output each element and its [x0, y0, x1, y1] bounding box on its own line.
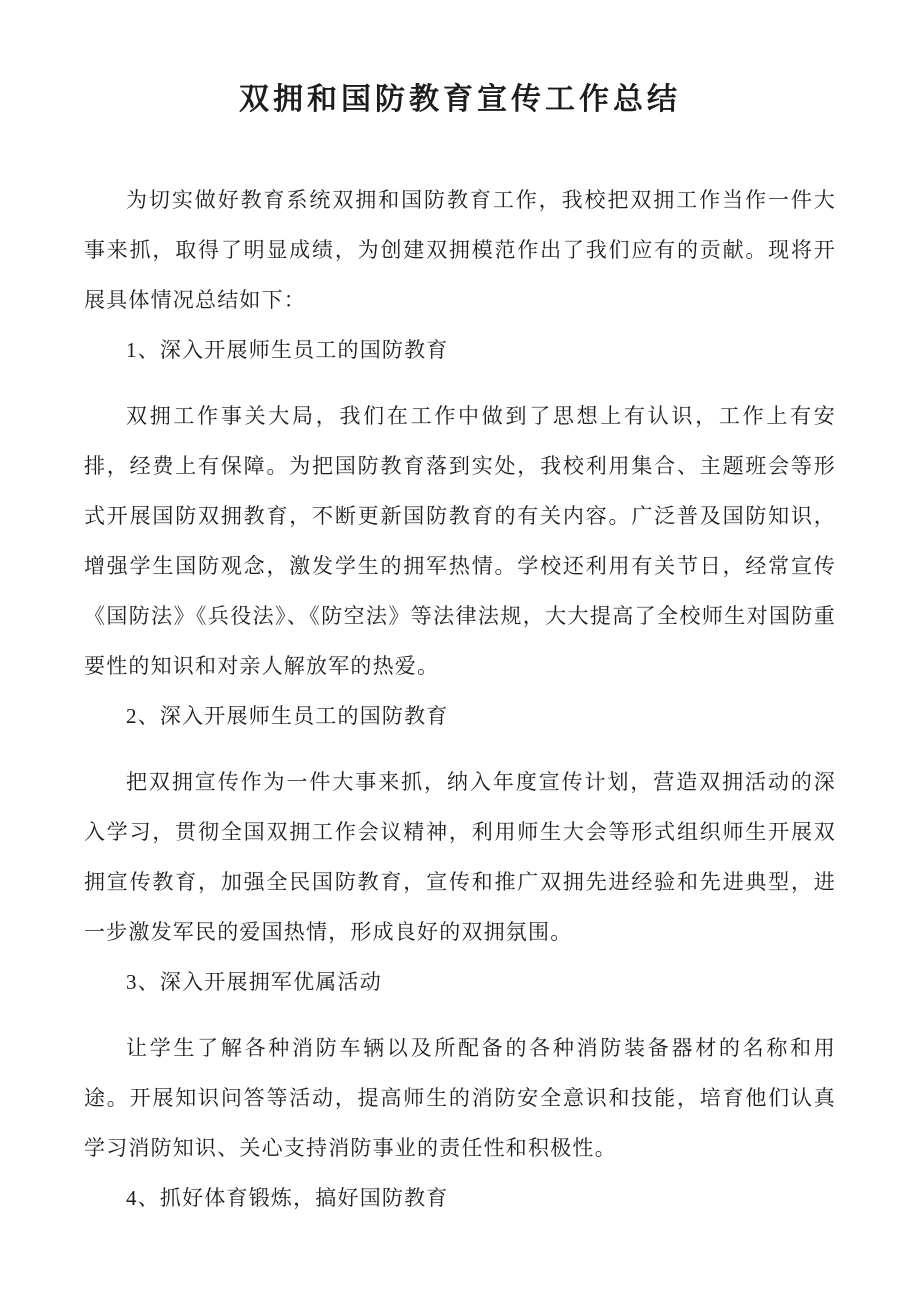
section-heading-3: 3、深入开展拥军优属活动 [126, 970, 382, 994]
paragraph-intro: 为切实做好教育系统双拥和国防教育工作，我校把双拥工作当作一件大事来抓，取得了明显成绩，为创建双拥模范作出了我们应有的贡献。现将开展具体情况总结如下： [84, 188, 836, 312]
paragraph-section-3: 让学生了解各种消防车辆以及所配备的各种消防装备器材的名称和用途。开展知识问答等活动，提高师生的消防安全意识和技能，培育他们认真学习消防知识、关心支持消防事业的责任性和积极性。 [84, 1036, 836, 1160]
paragraph-section-2: 把双拥宣传作为一件大事来抓，纳入年度宣传计划，营造双拥活动的深入学习，贯彻全国双拥工作会议精神，利用师生大会等形式组织师生开展双拥宣传教育，加强全民国防教育，宣传和推广双拥先进经验和先进典型，进一步激发军民的爱国热情，形成良好的双拥氛围。 [84, 770, 836, 944]
document-title: 双拥和国防教育宣传工作总结 [239, 83, 681, 116]
paragraph-section-1: 双拥工作事关大局，我们在工作中做到了思想上有认识，工作上有安排，经费上有保障。为把国防教育落到实处，我校利用集合、主题班会等形式开展国防双拥教育，不断更新国防教育的有关内容。广泛普及国防知识，增强学生国防观念，激发学生的拥军热情。学校还利用有关节日，经常宣传《国防法》《兵役法》、《防空法》等法律法规，大大提高了全校师生对国防重要性的知识和对亲人解放军的热爱。 [84, 404, 836, 678]
section-heading-4: 4、抓好体育锻炼，搞好国防教育 [126, 1186, 449, 1210]
section-heading-2: 2、深入开展师生员工的国防教育 [126, 704, 449, 728]
section-heading-1: 1、深入开展师生员工的国防教育 [126, 338, 449, 362]
